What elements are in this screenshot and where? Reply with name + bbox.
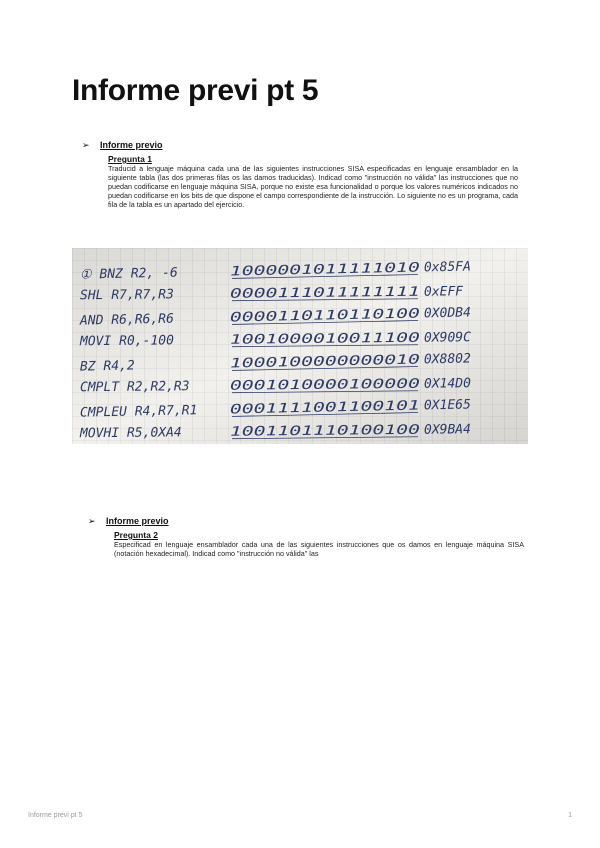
handwritten-answer-photo: [72, 248, 528, 444]
handwritten-binary: 1000100000000010: [229, 353, 356, 372]
handwritten-instruction: CMPLT R2,R2,R3: [79, 379, 190, 396]
question-title: Pregunta 2: [114, 530, 158, 540]
handwritten-binary: 1000001011111010: [229, 261, 356, 280]
handwritten-hex: 0x85FA: [423, 259, 472, 276]
grid-paper: [72, 248, 528, 444]
handwritten-instruction: ① BNZ R2, -6: [79, 265, 178, 283]
handwritten-binary: 0001010000100000: [229, 377, 356, 394]
page-title: Informe previ pt 5: [72, 74, 319, 107]
handwritten-hex: 0X1E65: [423, 397, 472, 414]
arrow-bullet-icon: ➢: [88, 516, 96, 526]
handwritten-instruction: SHL R7,R7,R3: [79, 287, 174, 304]
section-heading: Informe previo: [106, 516, 169, 526]
handwritten-instruction: MOVHI R5,0XA4: [79, 425, 182, 442]
question-block: [114, 530, 524, 558]
arrow-bullet-icon: ➢: [82, 140, 90, 150]
question-block: [108, 154, 518, 209]
handwritten-binary: 0000110110110100: [229, 307, 356, 326]
section-informe-previo-1: [82, 140, 522, 209]
handwritten-instruction: MOVI R0,-100: [79, 333, 174, 350]
handwritten-hex: 0X8802: [423, 351, 472, 368]
question-body: Especificad en lenguaje ensamblador cada una de las siguientes instrucciones que os damos en lenguaje máquina SISA (notación hexadecimal). Indicad como "instrucción no válida" las: [114, 540, 524, 558]
handwritten-binary: 0000111011111111: [229, 285, 356, 302]
handwritten-hex: 0X909C: [423, 330, 472, 346]
handwritten-hex: 0xEFF: [423, 284, 464, 300]
handwritten-hex: 0X14D0: [423, 376, 472, 392]
footer-document-title: Informe previ pt 5: [28, 812, 83, 819]
handwritten-binary: 1001101110100100: [229, 423, 356, 440]
handwritten-binary: 1001000010011100: [229, 331, 356, 348]
section-heading-row: [88, 516, 528, 526]
section-heading-row: [82, 140, 522, 150]
handwritten-instruction: BZ R4,2: [79, 358, 135, 375]
handwritten-instruction: CMPLEU R4,R7,R1: [79, 403, 198, 421]
handwritten-hex: 0X0DB4: [423, 305, 472, 322]
handwritten-binary: 0001111001100101: [229, 399, 356, 418]
question-title: Pregunta 1: [108, 154, 152, 164]
question-body: Traducid a lenguaje máquina cada una de las siguientes instrucciones SISA especificadas en lenguaje ensamblador en la siguiente tabla (las dos primeras filas os las damos traducidas). Indicad como "instrucción no válida" las instrucciones que no puedan codificarse en lenguaje máquina SISA, porque no existe esa funcionalidad o porque los valores numéricos indicados no puedan codificarse en los bits de que dispone el campo correspondiente de la instrucción. Lo siguiente no es un programa, cada fila de la tabla es un apartado del ejercicio.: [108, 164, 518, 209]
handwritten-hex: 0X9BA4: [423, 422, 472, 438]
section-heading: Informe previo: [100, 140, 163, 150]
footer-page-number: 1: [568, 812, 572, 819]
section-informe-previo-2: [88, 516, 528, 558]
handwritten-instruction: AND R6,R6,R6: [79, 311, 175, 329]
